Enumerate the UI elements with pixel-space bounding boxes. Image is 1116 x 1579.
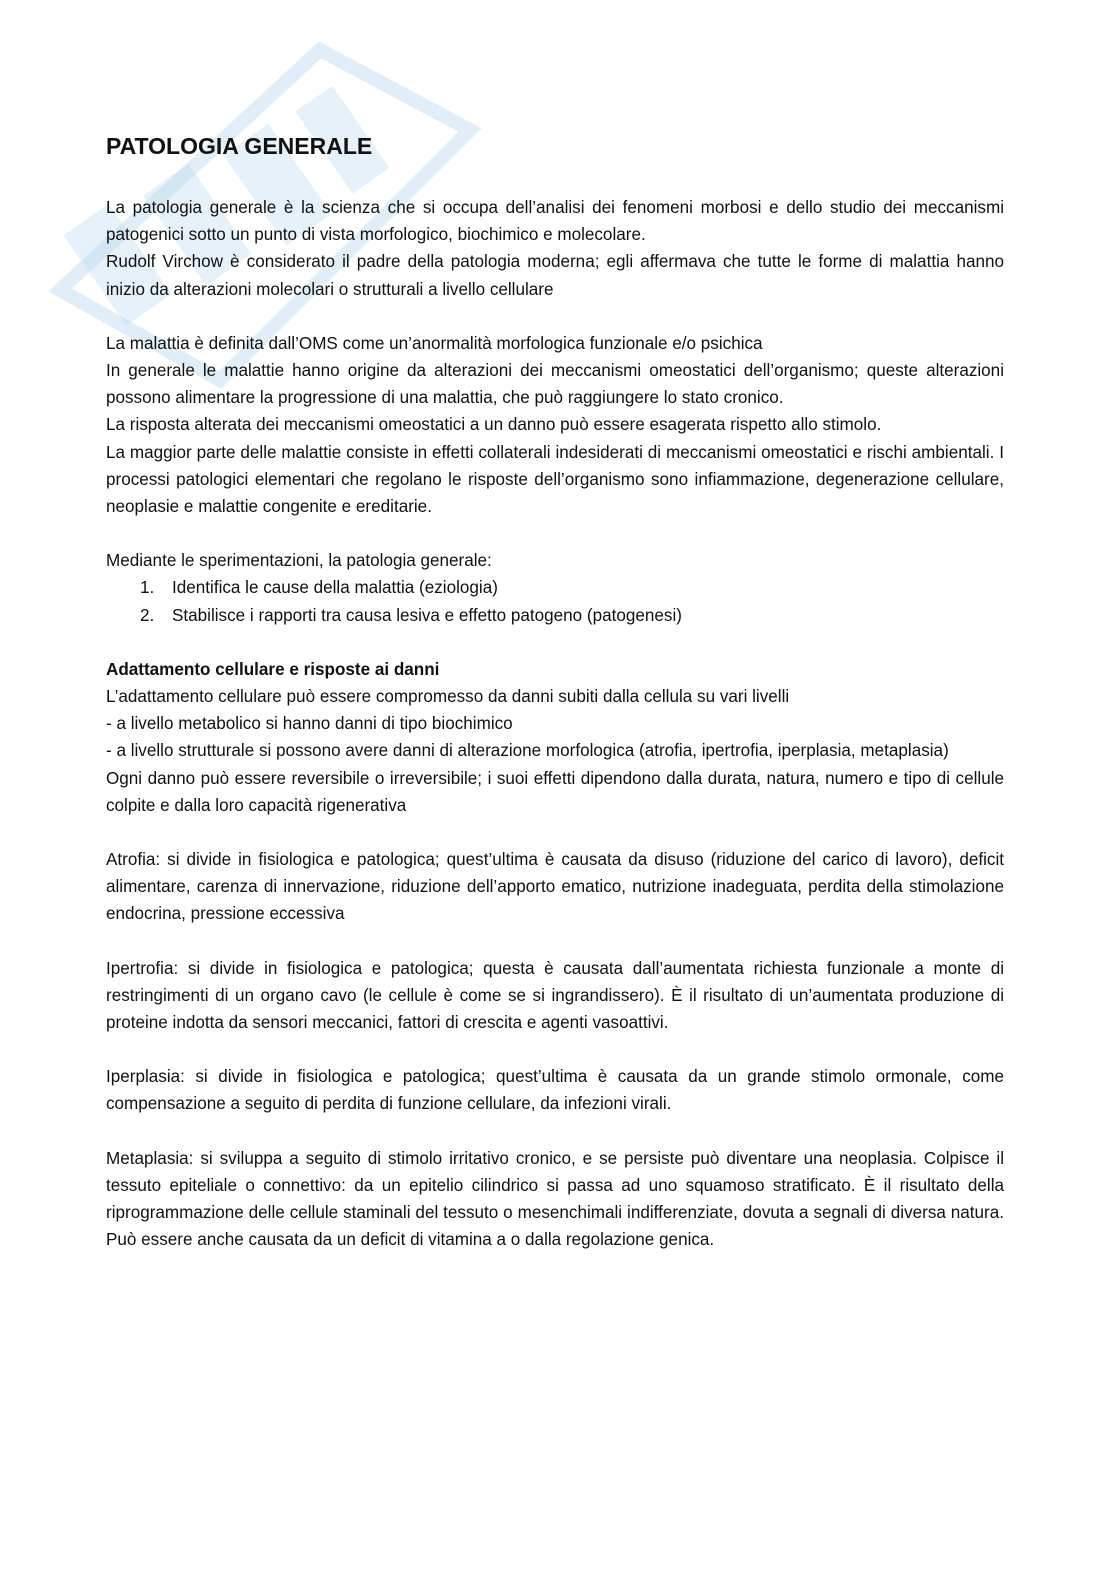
section-heading: Adattamento cellulare e risposte ai danni [106,659,440,679]
paragraph-strutturale: - a livello strutturale si possono avere danni di alterazione morfologica (atrofia, ipertrofia, iperplasia, metaplasia) [106,741,949,761]
list-item: 1. Identifica le cause della malattia (eziologia) [140,578,498,598]
paragraph-iperplasia: Iperplasia: si divide in fisiologica e patologica; quest’ultima è causata da un grande stimolo ormonale, come compensazione a seguito di perdita di funzione cellulare, da infezioni virali. [106,1067,1004,1114]
paragraph-malattie: La maggior parte delle malattie consiste in effetti collaterali indesiderati di meccanismi omeostatici e rischi ambientali. I processi patologici elementari che regolano le risposte dell’organismo sono infiammazione, degenerazione cellulare, neoplasie e malattie congenite e ereditarie. [106,442,1004,516]
paragraph-metabolico: - a livello metabolico si hanno danni di tipo biochimico [106,714,513,734]
numbered-list [106,574,1004,628]
paragraph-oms: La malattia è definita dall’OMS come un’anormalità morfologica funzionale e/o psichica [106,333,763,353]
paragraph-virchow: Rudolf Virchow è considerato il padre della patologia moderna; egli affermava che tutte le forme di malattia hanno inizio da alterazioni molecolari o strutturali a livello cellulare [106,252,1004,299]
paragraph-danno: Ogni danno può essere reversibile o irreversibile; i suoi effetti dipendono dalla durata, natura, numero e tipo di cellule colpite e dalla loro capacità rigenerativa [106,768,1004,815]
paragraph-ipertrofia: Ipertrofia: si divide in fisiologica e patologica; questa è causata dall’aumentata richiesta funzionale a monte di restringimenti di un organo cavo (le cellule è come se si ingrandissero). È il risultato di un’aumentata produzione di proteine indotta da sensori meccanici, fattori di crescita e agenti vasoattivi. [106,958,1004,1032]
paragraph-adattamento: L’adattamento cellulare può essere compromesso da danni subiti dalla cellula su vari livelli [106,686,790,706]
document-page [106,132,1004,1253]
paragraph-metaplasia: Metaplasia: si sviluppa a seguito di stimolo irritativo cronico, e se persiste può diventare una neoplasia. Colpisce il tessuto epiteliale o connettivo: da un epitelio cilindrico si passa ad uno squamoso stratificato. È il risultato della riprogrammazione delle cellule staminali del tessuto o mesenchimali indifferenziate, dovuta a segnali di diversa natura. Può essere anche causata da un deficit di vitamina a o dalla regolazione genica. [106,1148,1004,1250]
paragraph-atrofia: Atrofia: si divide in fisiologica e patologica; quest’ultima è causata da disuso (riduzione del carico di lavoro), deficit alimentare, carenza di innervazione, riduzione dell’apporto ematico, nutrizione inadeguata, perdita della stimolazione endocrina, pressione eccessiva [106,849,1004,924]
paragraph-omeostasi: In generale le malattie hanno origine da alterazioni dei meccanismi omeostatici dell’organismo; queste alterazioni possono alimentare la progressione di una malattia, che può raggiungere lo stato cronico. [106,360,1004,408]
list-item: 2. Stabilisce i rapporti tra causa lesiva e effetto patogeno (patogenesi) [140,605,682,625]
paragraph-intro: La patologia generale è la scienza che si occupa dell’analisi dei fenomeni morbosi e dello studio dei meccanismi patogenici sotto un punto di vista morfologico, biochimico e molecolare. [106,197,1004,245]
paragraph-sperimentazioni: Mediante le sperimentazioni, la patologia generale: [106,551,492,571]
paragraph-risposta: La risposta alterata dei meccanismi omeostatici a un danno può essere esagerata rispetto allo stimolo. [106,415,882,435]
document-title: PATOLOGIA GENERALE [106,133,373,159]
